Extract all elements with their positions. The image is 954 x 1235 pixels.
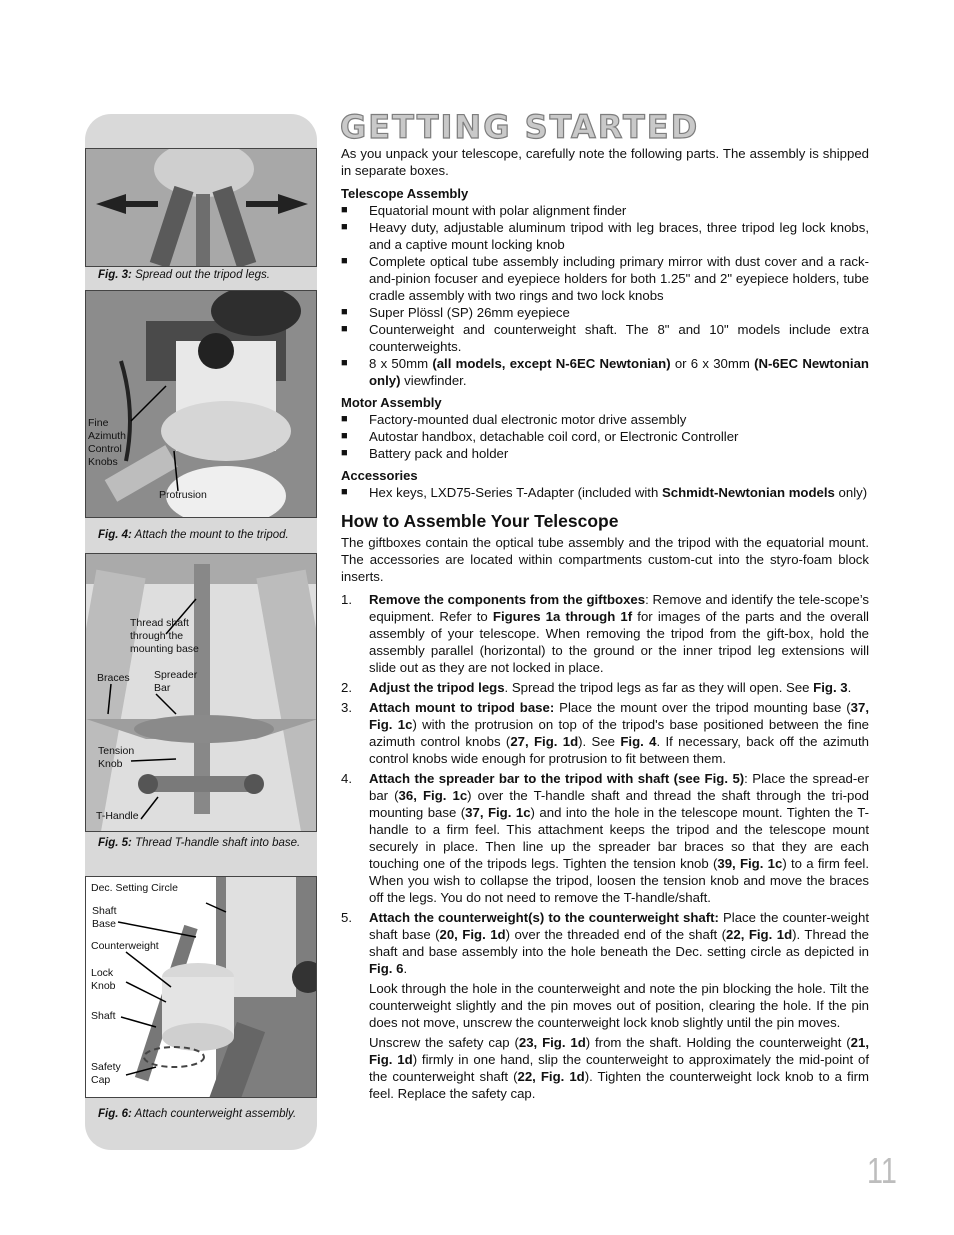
list-item: ■ Complete optical tube assembly including primary mirror with dust cover and a rack-and-pinion focuser and eyepiece holders for both 1.25" and 2" eyepiece holders, tube cradle assembly with two rings and two lock knobs [341, 253, 869, 304]
tripod-legs-illustration [86, 149, 317, 267]
bold-run: Attach the counterweight(s) to the counterweight shaft: [369, 910, 719, 925]
assembly-step [341, 699, 869, 767]
fig3-photo [85, 148, 317, 267]
fig6-label-shaft: Shaft [91, 1010, 116, 1022]
text-run: for images of the parts and the overall assembly of your telescope. When removing the tripod from the gift-box, hold the assembly parallel (horizontal) to the ground or the inner tripod leg extensions will slide out as they are not locked in place. [369, 609, 869, 675]
text-run: Place the counter-weight shaft base ( [369, 910, 870, 942]
bold-run: Attach the spreader bar to the tripod with shaft (see Fig. 5) [369, 771, 745, 786]
page-number: 11 [867, 1150, 897, 1191]
text-run: ). See [578, 734, 621, 749]
list-item: ■ Factory-mounted dual electronic motor drive assembly [341, 411, 869, 428]
telescope-assembly-list [341, 202, 869, 389]
fig4-label-protrusion: Protrusion [159, 489, 207, 501]
bold-run: 37, Fig. 1c [369, 700, 869, 732]
fig5-label-thread-shaft: Thread shaft through the mounting base [130, 617, 199, 655]
step-number: 5. [341, 910, 352, 925]
mount-attach-illustration [86, 291, 317, 518]
bold-run: Remove the components from the giftboxes [369, 592, 646, 607]
assembly-steps [341, 591, 869, 977]
assembly-step [341, 679, 869, 696]
assemble-intro: The giftboxes contain the optical tube assembly and the tripod with the equatorial mount. The accessories are located within compartments custom-cut into the styro-foam block inserts. [341, 535, 869, 584]
text-run: ) firmly in one hand, slip the counterweight to approximately the mid-point of the counterweight shaft ( [369, 1052, 869, 1084]
bold-run: Adjust the tripod legs [369, 680, 505, 695]
telescope-assembly-heading: Telescope Assembly [341, 186, 469, 201]
motor-assembly-list [341, 411, 869, 462]
fig5-label-spreader-bar: Spreader Bar [154, 669, 198, 694]
fig5-photo [85, 553, 317, 832]
motor-assembly-heading: Motor Assembly [341, 395, 442, 410]
bold-run: Fig. 3 [813, 680, 848, 695]
fig6-label-counterweight: Counterweight [91, 940, 159, 952]
bold-run: 22, Fig. 1d [517, 1069, 585, 1084]
fig6-label-shaft-base: Shaft Base [92, 905, 117, 930]
step-number: 2. [341, 680, 352, 695]
list-item: ■ Counterweight and counterweight shaft. The 8" and 10" models include extra counterweights. [341, 321, 869, 355]
list-item-finder: ■ 8 x 50mm (all models, except N-6EC Newtonian) or 6 x 30mm (N-6EC Newtonian only) viewfinder. [341, 355, 869, 389]
fig5-label-t-handle: T-Handle [96, 810, 139, 822]
text-run: ) and into the hole in the telescope mount. Tighten the T-handle to a firm feel. This attachment keeps the tripod and the telescope mount securely in place. Then line up the spreader bar braces so that they are each touching one of the tripods legs. Tighten the tension knob ( [369, 805, 869, 871]
intro-paragraph: As you unpack your telescope, carefully note the following parts. The assembly is shipped in separate boxes. [341, 146, 869, 178]
text-run: ). Thread the shaft and base assembly into the hole beneath the Dec. setting circle as depicted in [369, 927, 869, 959]
bold-run: 23, Fig. 1d [518, 1035, 586, 1050]
list-item: ■ Hex keys, LXD75-Series T-Adapter (included with Schmidt-Newtonian models only) [341, 484, 869, 501]
step-number: 4. [341, 771, 352, 786]
text-run: . [403, 961, 408, 976]
page-title: GETTING STARTED [340, 108, 700, 146]
step5-paragraph-2: Look through the hole in the counterweight and note the pin blocking the hole. Tilt the counterweight slightly and the pin moves out of position, clearing the hole. If the pin does not move, unscrew the counterweight lock knob slightly until the pin moves. [369, 981, 869, 1030]
list-item: ■ Super Plössl (SP) 26mm eyepiece [341, 304, 869, 321]
text-run: ) to a firm feel. When you wish to collapse the tripod, loosen the tension knob and move the braces off the legs. You do not need to remove the T-handle/shaft. [369, 856, 869, 905]
bold-run: Attach mount to tripod base: [369, 700, 555, 715]
text-run: . [847, 680, 852, 695]
bold-run: Fig. 4 [620, 734, 657, 749]
bold-run: 27, Fig. 1d [510, 734, 579, 749]
text-run: . Spread the tripod legs as far as they will open. See [504, 680, 814, 695]
fig5-label-braces: Braces [97, 672, 130, 684]
text-run: . If necessary, back off the azimuth control knobs wide enough for protrusion to fit between them. [369, 734, 869, 766]
bold-run: 36, Fig. 1c [398, 788, 468, 803]
step-number: 3. [341, 700, 352, 715]
text-run: Unscrew the safety cap ( [369, 1035, 519, 1050]
text-run: ). Tighten the counterweight lock knob to a firm feel. Replace the safety cap. [369, 1069, 869, 1101]
text-run: ) over the T-handle shaft and thread the shaft through the tri-pod mounting base ( [369, 788, 869, 820]
bold-run: 20, Fig. 1d [439, 927, 506, 942]
assembly-step [341, 591, 869, 676]
fig5-label-tension-knob: Tension Knob [98, 745, 135, 770]
text-run: ) over the threaded end of the shaft ( [505, 927, 727, 942]
assemble-heading: How to Assemble Your Telescope [341, 511, 619, 531]
bold-run: Figures 1a through 1f [492, 609, 633, 624]
bold-run: Fig. 6 [369, 961, 404, 976]
fig4-photo [85, 290, 317, 518]
assembly-step [341, 909, 869, 977]
bold-run: 37, Fig. 1c [465, 805, 531, 820]
text-run: ) with the protrusion on top of the tripod's base positioned between the fine azimuth control knobs ( [369, 717, 869, 749]
text-run: Place the mount over the tripod mounting base ( [554, 700, 851, 715]
bold-run: 21, Fig. 1d [369, 1035, 869, 1067]
text-run: : Place the spread-er bar ( [369, 771, 869, 803]
list-item: ■ Battery pack and holder [341, 445, 869, 462]
fig6-caption: Fig. 6: Attach counterweight assembly. [98, 1108, 297, 1120]
text-run: ) from the shaft. Holding the counterweight ( [585, 1035, 851, 1050]
list-item: ■ Heavy duty, adjustable aluminum tripod with leg braces, three tripod leg lock knobs, and a captive mount locking knob [341, 219, 869, 253]
fig6-label-dec-setting-circle: Dec. Setting Circle [91, 882, 178, 894]
list-item: ■ Autostar handbox, detachable coil cord, or Electronic Controller [341, 428, 869, 445]
main-content [341, 145, 869, 1105]
step-number: 1. [341, 592, 352, 607]
fig4-caption: Fig. 4: Attach the mount to the tripod. [98, 529, 289, 541]
accessories-list [341, 484, 869, 501]
step5-paragraph-3 [341, 1034, 869, 1102]
fig3-caption: Fig. 3: Spread out the tripod legs. [98, 269, 270, 281]
fig6-label-lock-knob: Lock Knob [91, 967, 116, 992]
fig6-photo [85, 876, 317, 1098]
list-item: ■ Equatorial mount with polar alignment finder [341, 202, 869, 219]
fig5-caption: Fig. 5: Thread T-handle shaft into base. [98, 837, 301, 849]
fig6-label-safety-cap: Safety Cap [91, 1061, 121, 1086]
fig4-label-fine-azimuth: Fine Azimuth Control Knobs [88, 417, 126, 468]
spreader-bar-illustration [86, 554, 317, 832]
bold-run: 22, Fig. 1d [726, 927, 793, 942]
accessories-heading: Accessories [341, 468, 418, 483]
text-run: : Remove and identify the tele-scope’s equipment. Refer to [369, 592, 870, 624]
assembly-step [341, 770, 869, 906]
bold-run: 39, Fig. 1c [717, 856, 783, 871]
